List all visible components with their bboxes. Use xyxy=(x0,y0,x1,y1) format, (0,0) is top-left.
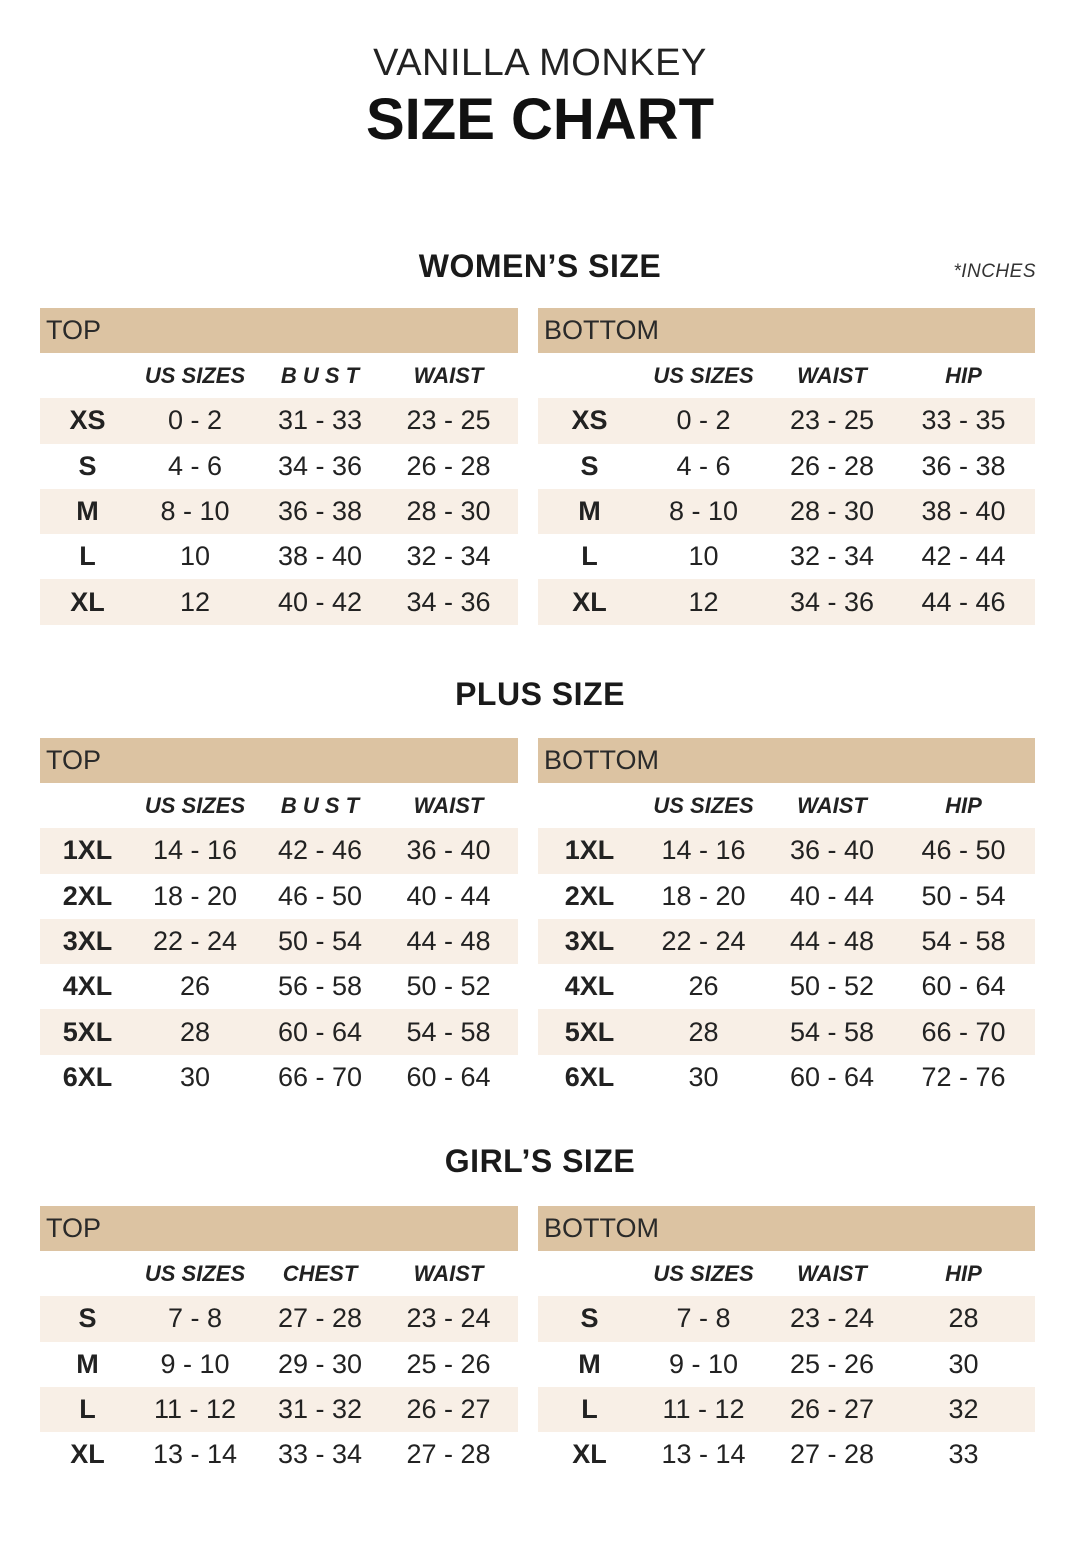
table-cell: 33 - 34 xyxy=(277,1439,363,1470)
table-cell: 32 - 34 xyxy=(406,541,491,572)
table-cell: 22 - 24 xyxy=(152,926,238,957)
table-cell: 31 - 32 xyxy=(277,1394,363,1425)
table-cell: 50 - 54 xyxy=(921,880,1006,911)
table-row xyxy=(538,1296,1035,1341)
table-cell: 26 - 27 xyxy=(789,1394,875,1425)
size-label: 3XL xyxy=(564,926,615,957)
table-header-label: TOP xyxy=(40,1206,518,1251)
table-row xyxy=(40,398,518,443)
column-header-row xyxy=(538,783,1035,828)
table-cell: 60 - 64 xyxy=(277,1016,363,1047)
table-cell: 22 - 24 xyxy=(661,926,746,957)
table-row xyxy=(40,919,518,964)
table-cell: 54 - 58 xyxy=(789,1016,875,1047)
table-cell: 30 xyxy=(948,1348,979,1379)
table-cell: 36 - 40 xyxy=(789,835,875,866)
table-row xyxy=(40,1055,518,1100)
table-row xyxy=(538,579,1035,624)
column-header: WAIST xyxy=(413,362,484,388)
size-label: S xyxy=(78,1303,97,1334)
table-row xyxy=(538,534,1035,579)
table-row xyxy=(538,444,1035,489)
table-cell: 36 - 40 xyxy=(406,835,491,866)
womens-bottom-table xyxy=(538,308,1035,625)
size-label: M xyxy=(578,1348,601,1379)
size-label: 2XL xyxy=(564,880,615,911)
column-header: US SIZES xyxy=(653,362,754,388)
size-label: 5XL xyxy=(62,1016,113,1047)
table-cell: 13 - 14 xyxy=(152,1439,238,1470)
table-cell: 34 - 36 xyxy=(277,450,363,481)
table-cell: 26 - 28 xyxy=(789,450,875,481)
table-cell: 44 - 48 xyxy=(789,926,875,957)
column-header: B U S T xyxy=(280,362,360,388)
table-cell: 66 - 70 xyxy=(277,1061,363,1092)
table-cell: 60 - 64 xyxy=(406,1061,491,1092)
table-cell: 38 - 40 xyxy=(921,496,1006,527)
size-label: XS xyxy=(571,405,608,436)
section-title-plus: PLUS SIZE xyxy=(455,676,625,712)
table-row xyxy=(40,444,518,489)
size-label: XL xyxy=(70,1439,105,1470)
size-label: L xyxy=(79,1394,96,1425)
column-header: CHEST xyxy=(282,1260,358,1286)
table-row xyxy=(40,874,518,919)
size-label: XL xyxy=(70,586,105,617)
table-cell: 54 - 58 xyxy=(921,926,1006,957)
size-label: L xyxy=(79,541,96,572)
table-row xyxy=(40,964,518,1009)
table-cell: 46 - 50 xyxy=(921,835,1006,866)
table-cell: 8 - 10 xyxy=(668,496,739,527)
column-header: HIP xyxy=(945,362,982,388)
table-row xyxy=(538,398,1035,443)
size-label: M xyxy=(76,496,99,527)
table-cell: 9 - 10 xyxy=(668,1348,739,1379)
size-label: 5XL xyxy=(564,1016,615,1047)
column-header-row xyxy=(40,353,518,398)
table-cell: 30 xyxy=(179,1061,211,1092)
table-cell: 27 - 28 xyxy=(406,1439,491,1470)
size-label: 3XL xyxy=(62,926,113,957)
table-cell: 50 - 52 xyxy=(789,971,875,1002)
table-row xyxy=(40,828,518,873)
size-label: M xyxy=(578,496,601,527)
table-row xyxy=(538,1342,1035,1387)
table-header-label: BOTTOM xyxy=(538,308,1035,353)
column-header-row xyxy=(538,1251,1035,1296)
table-cell: 10 xyxy=(688,541,719,572)
column-header: B U S T xyxy=(280,792,360,818)
table-cell: 44 - 46 xyxy=(921,586,1006,617)
table-cell: 60 - 64 xyxy=(789,1061,875,1092)
column-header: HIP xyxy=(945,792,982,818)
table-row xyxy=(40,1432,518,1477)
size-label: XL xyxy=(572,1439,607,1470)
table-cell: 23 - 25 xyxy=(789,405,875,436)
column-header: WAIST xyxy=(797,362,867,388)
table-cell: 11 - 12 xyxy=(153,1394,237,1425)
table-row xyxy=(538,1387,1035,1432)
table-cell: 23 - 25 xyxy=(406,405,491,436)
table-row xyxy=(40,1296,518,1341)
womens-top-table xyxy=(40,308,518,625)
table-cell: 10 xyxy=(179,541,211,572)
table-cell: 33 xyxy=(948,1439,979,1470)
table-cell: 28 - 30 xyxy=(406,496,491,527)
column-header: US SIZES xyxy=(144,362,246,388)
table-cell: 29 - 30 xyxy=(277,1348,363,1379)
table-cell: 12 xyxy=(688,586,719,617)
table-cell: 23 - 24 xyxy=(406,1303,491,1334)
column-header: WAIST xyxy=(797,1260,867,1286)
table-cell: 56 - 58 xyxy=(277,971,363,1002)
table-row xyxy=(538,964,1035,1009)
size-label: S xyxy=(580,1303,599,1334)
size-label: 2XL xyxy=(62,880,113,911)
table-cell: 44 - 48 xyxy=(406,926,491,957)
table-cell: 7 - 8 xyxy=(676,1303,731,1334)
table-cell: 40 - 44 xyxy=(406,880,491,911)
table-header-label: TOP xyxy=(40,308,518,353)
table-cell: 28 xyxy=(179,1016,211,1047)
column-header: US SIZES xyxy=(144,792,246,818)
unit-note: *INCHES xyxy=(953,261,1036,282)
table-cell: 60 - 64 xyxy=(921,971,1006,1002)
table-row xyxy=(538,828,1035,873)
table-cell: 25 - 26 xyxy=(406,1348,491,1379)
table-header-label: BOTTOM xyxy=(538,1206,1035,1251)
table-header-label: TOP xyxy=(40,738,518,783)
table-cell: 32 - 34 xyxy=(789,541,875,572)
table-cell: 14 - 16 xyxy=(152,835,238,866)
table-row xyxy=(538,1009,1035,1054)
table-cell: 38 - 40 xyxy=(277,541,363,572)
table-cell: 26 - 27 xyxy=(406,1394,491,1425)
table-cell: 72 - 76 xyxy=(921,1061,1006,1092)
size-label: XS xyxy=(69,405,106,436)
table-cell: 28 xyxy=(948,1303,979,1334)
column-header: WAIST xyxy=(413,1260,484,1286)
column-header: WAIST xyxy=(413,792,484,818)
table-cell: 25 - 26 xyxy=(789,1348,875,1379)
table-row xyxy=(40,1387,518,1432)
column-header: US SIZES xyxy=(144,1260,246,1286)
column-header-row xyxy=(40,1251,518,1296)
table-cell: 26 xyxy=(179,971,211,1002)
table-cell: 31 - 33 xyxy=(277,405,363,436)
size-label: XL xyxy=(572,586,607,617)
table-cell: 40 - 42 xyxy=(277,586,363,617)
column-header-row xyxy=(40,783,518,828)
size-label: 6XL xyxy=(62,1061,113,1092)
page-title: SIZE CHART xyxy=(366,87,714,152)
plus-top-table xyxy=(40,738,518,1100)
table-cell: 8 - 10 xyxy=(160,496,230,527)
table-cell: 36 - 38 xyxy=(277,496,363,527)
table-cell: 36 - 38 xyxy=(921,450,1006,481)
table-cell: 18 - 20 xyxy=(661,880,746,911)
table-cell: 0 - 2 xyxy=(167,405,223,436)
table-row xyxy=(538,489,1035,534)
table-cell: 34 - 36 xyxy=(789,586,875,617)
table-row xyxy=(40,1009,518,1054)
table-cell: 30 xyxy=(688,1061,719,1092)
size-label: S xyxy=(78,450,97,481)
girls-top-table xyxy=(40,1206,518,1477)
table-cell: 42 - 46 xyxy=(277,835,363,866)
table-cell: 13 - 14 xyxy=(661,1439,746,1470)
girls-bottom-table xyxy=(538,1206,1035,1477)
table-cell: 9 - 10 xyxy=(160,1348,230,1379)
table-row xyxy=(40,534,518,579)
table-cell: 50 - 52 xyxy=(406,971,491,1002)
table-row xyxy=(538,1055,1035,1100)
table-cell: 27 - 28 xyxy=(789,1439,875,1470)
table-cell: 12 xyxy=(179,586,211,617)
table-cell: 32 xyxy=(948,1394,979,1425)
table-cell: 28 xyxy=(688,1016,719,1047)
table-cell: 7 - 8 xyxy=(167,1303,223,1334)
table-cell: 34 - 36 xyxy=(406,586,491,617)
table-cell: 4 - 6 xyxy=(167,450,223,481)
table-row xyxy=(538,1432,1035,1477)
table-cell: 27 - 28 xyxy=(277,1303,363,1334)
column-header: WAIST xyxy=(797,792,867,818)
section-title-womens: WOMEN’S SIZE xyxy=(418,248,662,284)
column-header: US SIZES xyxy=(653,1260,754,1286)
table-row xyxy=(538,919,1035,964)
size-label: S xyxy=(580,450,599,481)
table-cell: 28 - 30 xyxy=(789,496,875,527)
table-cell: 54 - 58 xyxy=(406,1016,491,1047)
table-cell: 0 - 2 xyxy=(676,405,731,436)
column-header-row xyxy=(538,353,1035,398)
table-cell: 26 - 28 xyxy=(406,450,491,481)
column-header: HIP xyxy=(945,1260,982,1286)
table-cell: 23 - 24 xyxy=(789,1303,875,1334)
table-row xyxy=(40,1342,518,1387)
size-label: M xyxy=(76,1348,99,1379)
size-label: L xyxy=(581,541,598,572)
size-label: 1XL xyxy=(62,835,113,866)
table-header-label: BOTTOM xyxy=(538,738,1035,783)
table-cell: 46 - 50 xyxy=(277,880,363,911)
plus-bottom-table xyxy=(538,738,1035,1100)
table-row xyxy=(40,579,518,624)
table-row xyxy=(538,874,1035,919)
size-label: 1XL xyxy=(564,835,615,866)
table-cell: 42 - 44 xyxy=(921,541,1006,572)
brand-name: VANILLA MONKEY xyxy=(373,42,707,84)
table-cell: 66 - 70 xyxy=(921,1016,1006,1047)
table-cell: 33 - 35 xyxy=(921,405,1006,436)
table-cell: 11 - 12 xyxy=(662,1394,745,1425)
table-cell: 18 - 20 xyxy=(152,880,238,911)
table-cell: 26 xyxy=(688,971,719,1002)
table-cell: 4 - 6 xyxy=(676,450,731,481)
table-row xyxy=(40,489,518,534)
table-cell: 50 - 54 xyxy=(277,926,363,957)
section-title-girls: GIRL’S SIZE xyxy=(444,1143,636,1179)
table-cell: 14 - 16 xyxy=(661,835,746,866)
size-label: 4XL xyxy=(62,971,113,1002)
column-header: US SIZES xyxy=(653,792,754,818)
size-label: 6XL xyxy=(564,1061,615,1092)
size-label: L xyxy=(581,1394,598,1425)
table-cell: 40 - 44 xyxy=(789,880,875,911)
size-label: 4XL xyxy=(564,971,615,1002)
